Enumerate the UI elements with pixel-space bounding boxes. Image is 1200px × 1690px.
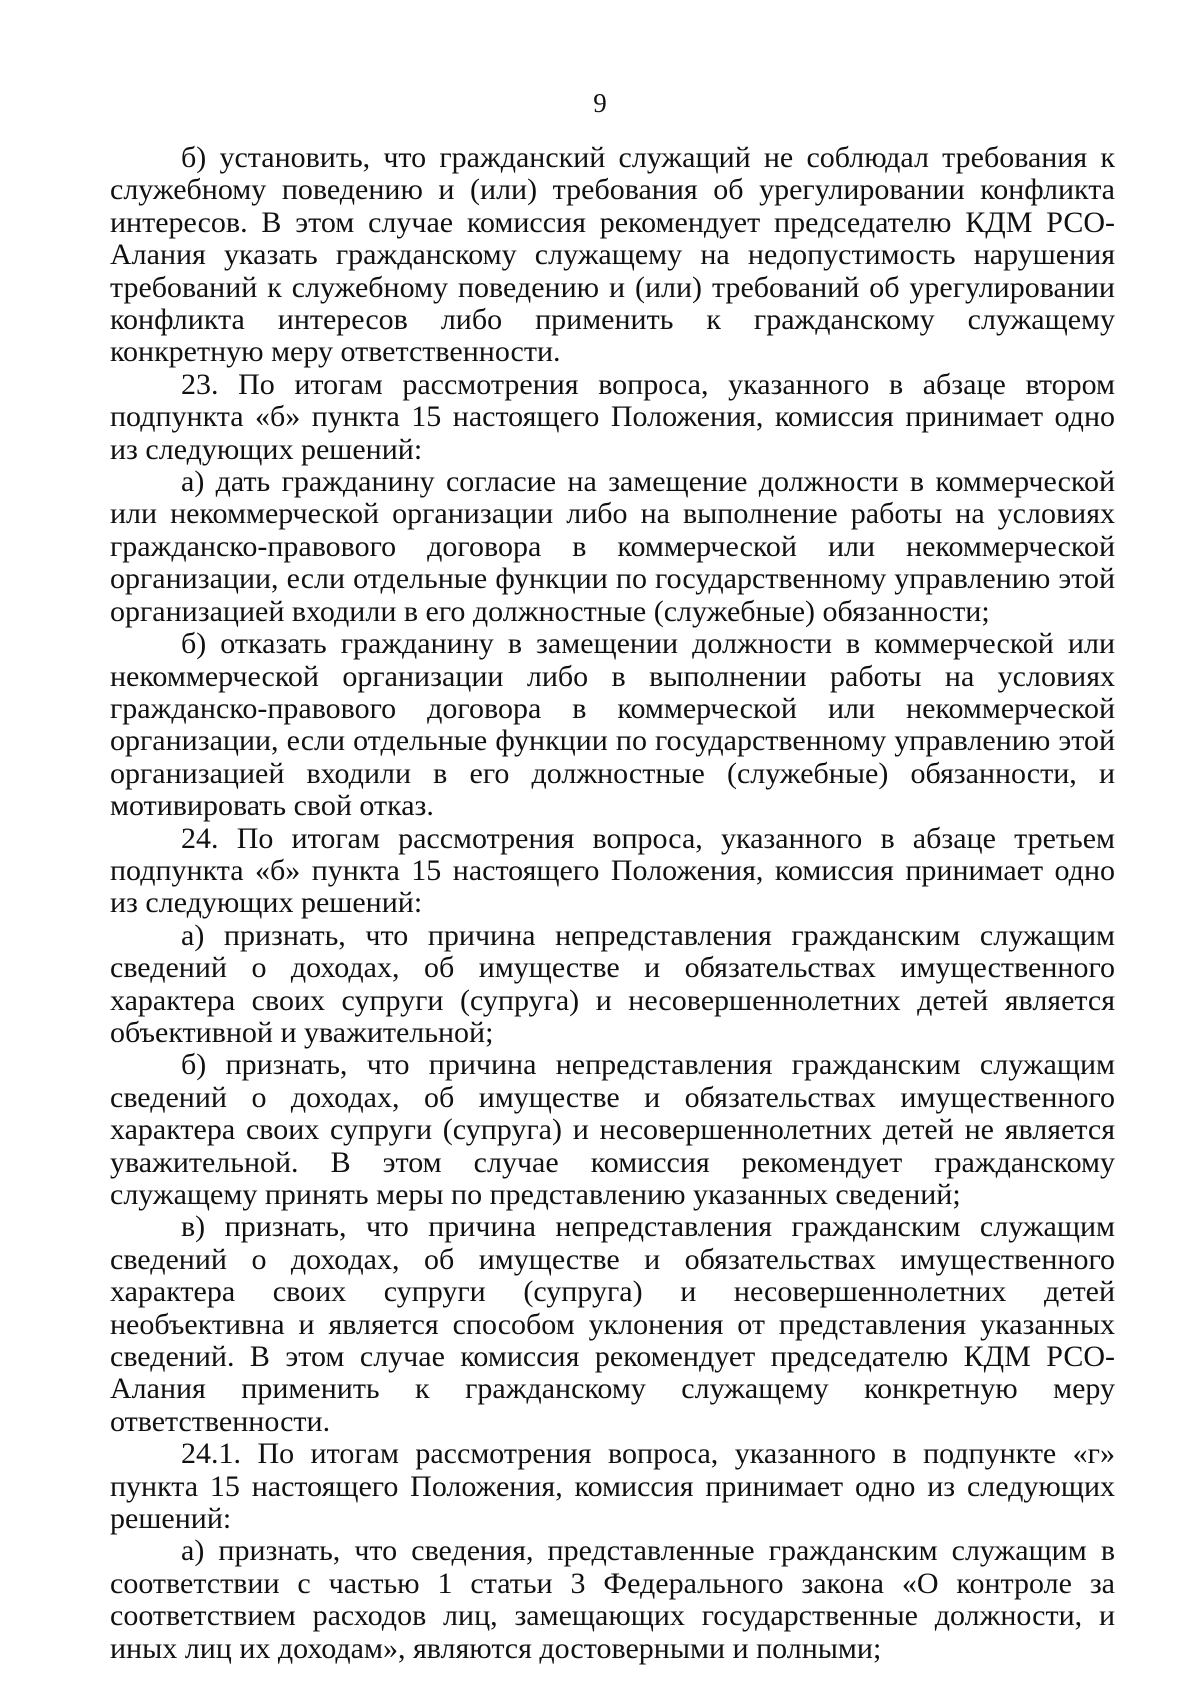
page-number: 9 <box>593 88 607 118</box>
paragraph: б) установить, что гражданский служащий не соблюдал требования к служебному поведению и (или) требования об урегулировании конфликта интересов. В этом случае комиссия рекомендует председателю КДМ РСО-Алания указать гражданскому служащему на недопустимость нарушения требований к служебному поведению и (или) требований об урегулировании конфликта интересов либо применить к гражданскому служащему конкретную меру ответственности. <box>110 141 1115 369</box>
paragraph: 23. По итогам рассмотрения вопроса, указанного в абзаце втором подпункта «б» пункта 15 настоящего Положения, комиссия принимает одно из следующих решений: <box>110 367 1115 466</box>
paragraph: 24.1. По итогам рассмотрения вопроса, указанного в подпункте «г» пункта 15 настоящего Положения, комиссия принимает одно из следующих решений: <box>110 1437 1115 1536</box>
paragraph: 24. По итогам рассмотрения вопроса, указанного в абзаце третьем подпункта «б» пункта 15 настоящего Положения, комиссия принимает одно из следующих решений: <box>110 821 1115 920</box>
document-body <box>110 142 1115 1665</box>
paragraph: а) признать, что причина непредставления гражданским служащим сведений о доходах, об имуществе и обязательствах имущественного характера своих супруги (супруга) и несовершеннолетних детей является объективной и уважительной; <box>110 918 1115 1049</box>
paragraph: в) признать, что причина непредставления гражданским служащим сведений о доходах, об имуществе и обязательствах имущественного характера своих супруги (супруга) и несовершеннолетних детей необъективна и является способом уклонения от представления указанных сведений. В этом случае комиссия рекомендует председателю КДМ РСО-Алания применить к гражданскому служащему конкретную меру ответственности. <box>110 1210 1115 1438</box>
paragraph: а) дать гражданину согласие на замещение должности в коммерческой или некоммерческой организации либо на выполнение работы на условиях гражданско-правового договора в коммерческой или некоммерческой организации, если отдельные функции по государственному управлению этой организацией входили в его должностные (служебные) обязанности; <box>110 465 1115 628</box>
paragraph: а) признать, что сведения, представленные гражданским служащим в соответствии с частью 1 статьи 3 Федерального закона «О контроле за соответствием расходов лиц, замещающих государственные должности, и иных лиц их доходам», являются достоверными и полными; <box>110 1534 1115 1665</box>
paragraph: б) признать, что причина непредставления гражданским служащим сведений о доходах, об имуществе и обязательствах имущественного характера своих супруги (супруга) и несовершеннолетних детей не является уважительной. В этом случае комиссия рекомендует гражданскому служащему принять меры по представлению указанных сведений; <box>110 1048 1115 1211</box>
paragraph: б) отказать гражданину в замещении должности в коммерческой или некоммерческой организации либо в выполнении работы на условиях гражданско-правового договора в коммерческой или некоммерческой организации, если отдельные функции по государственному управлению этой организацией входили в его должностные (служебные) обязанности, и мотивировать свой отказ. <box>110 627 1115 823</box>
